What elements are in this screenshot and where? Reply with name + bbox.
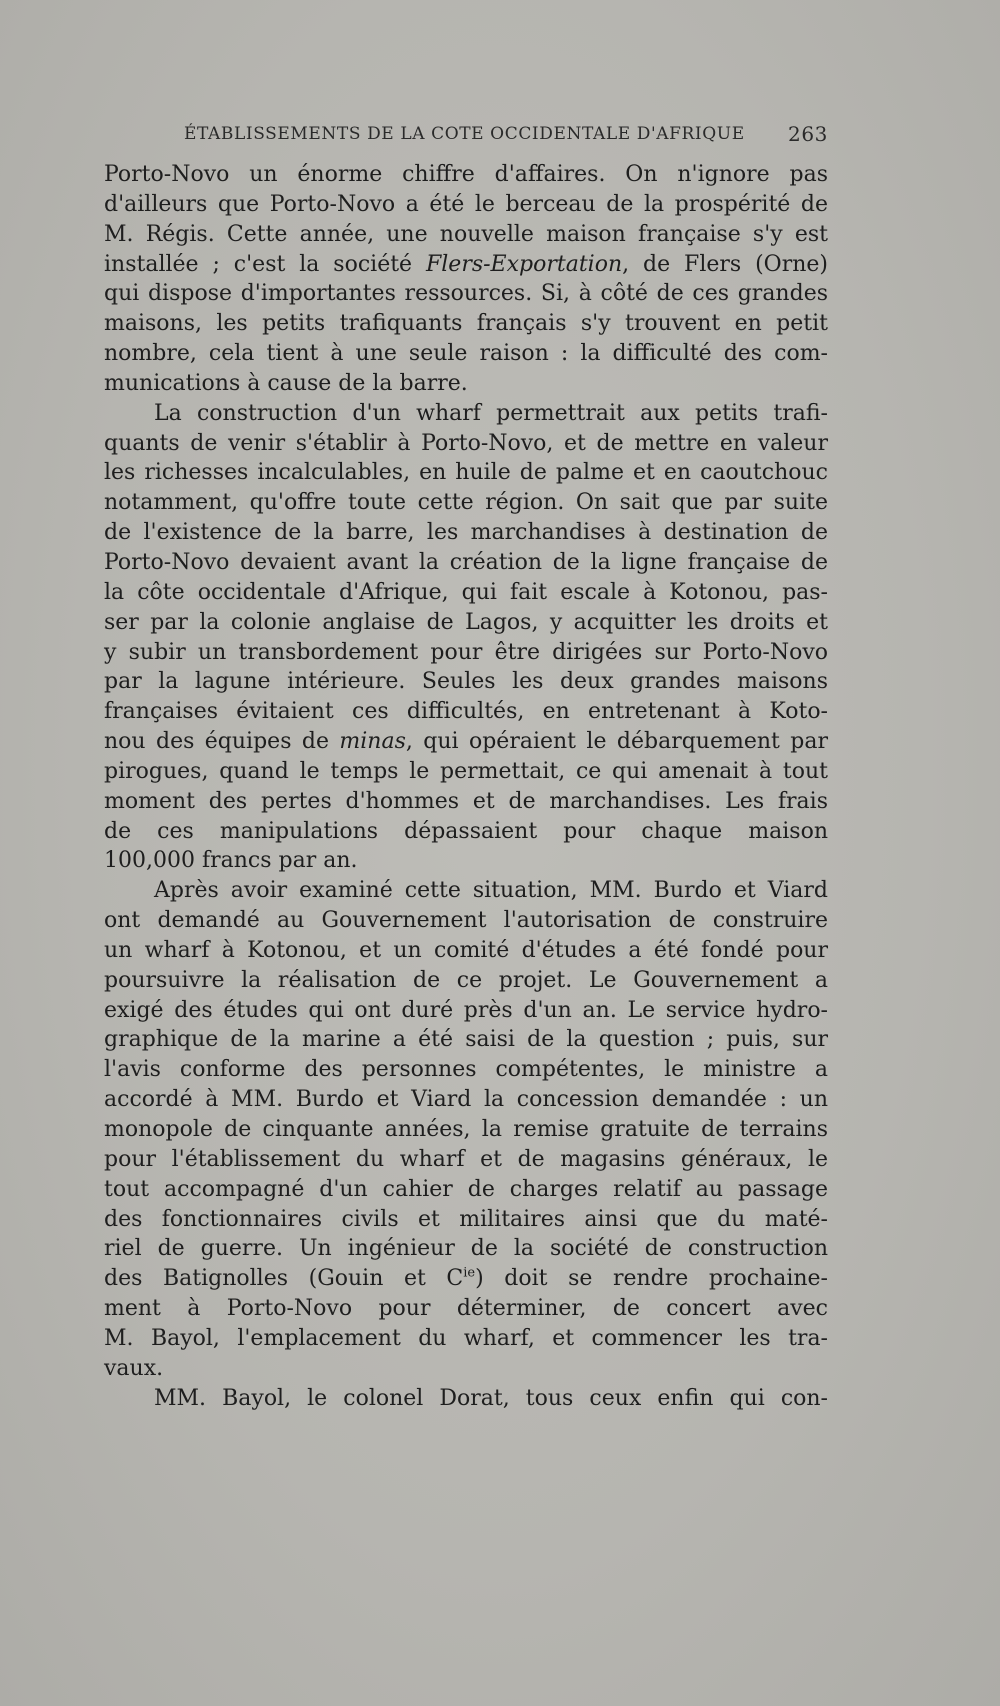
text-line-with-italic: nou des équipes de minas, qui opéraient le débarquement par: [104, 729, 828, 755]
text-line: par la lagune intérieure. Seules les deux grandes maisons: [104, 669, 828, 695]
superscript-abbrev: ie: [463, 1265, 476, 1281]
text-line: poursuivre la réalisation de ce projet. Le Gouvernement a: [104, 967, 828, 993]
text-line: ment à Porto-Novo pour déterminer, de concert avec: [104, 1296, 828, 1322]
paragraph-4: [104, 1384, 828, 1414]
text-line: La construction d'un wharf permettrait aux petits trafi-: [154, 400, 828, 426]
text-line: munications à cause de la barre.: [104, 370, 468, 396]
text-line: nombre, cela tient à une seule raison : la difficulté des com-: [104, 341, 828, 367]
text-line: qui dispose d'importantes ressources. Si, à côté de ces grandes: [104, 281, 828, 307]
text-line: 100,000 francs par an.: [104, 848, 358, 874]
text-line: M. Bayol, l'emplacement du wharf, et commencer les tra-: [104, 1325, 828, 1351]
text-line: vaux.: [104, 1355, 164, 1381]
text-line: pour l'établissement du wharf et de magasins généraux, le: [104, 1146, 828, 1172]
text-line: moment des pertes d'hommes et de marchandises. Les frais: [104, 788, 828, 814]
text-line: riel de guerre. Un ingénieur de la société de construction: [104, 1236, 828, 1262]
text-line: les richesses incalculables, en huile de palme et en caoutchouc: [104, 460, 828, 486]
paragraph-3: [104, 876, 828, 1383]
text-line: d'ailleurs que Porto-Novo a été le berceau de la prospérité de: [104, 191, 828, 217]
text-line: accordé à MM. Burdo et Viard la concession demandée : un: [104, 1087, 828, 1113]
text-line: MM. Bayol, le colonel Dorat, tous ceux enfin qui con-: [154, 1385, 828, 1411]
text-line: de ces manipulations dépassaient pour chaque maison: [104, 818, 828, 844]
text-line: des fonctionnaires civils et militaires ainsi que du maté-: [104, 1206, 828, 1232]
running-title: ÉTABLISSEMENTS DE LA COTE OCCIDENTALE D'AFRIQUE: [184, 124, 745, 144]
text-line: ser par la colonie anglaise de Lagos, y acquitter les droits et: [104, 609, 828, 635]
page-number: 263: [788, 122, 828, 146]
text-line: Porto-Novo devaient avant la création de la ligne française de: [104, 549, 828, 575]
text-line: l'avis conforme des personnes compétentes, le ministre a: [104, 1057, 828, 1083]
text-line: un wharf à Kotonou, et un comité d'études a été fondé pour: [104, 937, 828, 963]
paragraph-2: [104, 399, 828, 877]
body-text: [104, 160, 828, 1413]
text-line: exigé des études qui ont duré près d'un an. Le service hydro-: [104, 997, 828, 1023]
text-line: de l'existence de la barre, les marchandises à destination de: [104, 520, 828, 546]
paragraph-1: [104, 160, 828, 399]
text-line: tout accompagné d'un cahier de charges relatif au passage: [104, 1176, 828, 1202]
text-line: notamment, qu'offre toute cette région. On sait que par suite: [104, 490, 828, 516]
text-line: la côte occidentale d'Afrique, qui fait escale à Kotonou, pas-: [104, 579, 828, 605]
running-head: [104, 124, 828, 152]
italic-term: minas: [339, 729, 406, 755]
text-line: françaises évitaient ces difficultés, en entretenant à Koto-: [104, 699, 828, 725]
text-line: Porto-Novo un énorme chiffre d'affaires. On n'ignore pas: [104, 162, 828, 187]
text-line: ont demandé au Gouvernement l'autorisation de construire: [104, 908, 828, 934]
text-line: pirogues, quand le temps le permettait, ce qui amenait à tout: [104, 758, 828, 784]
text-line: monopole de cinquante années, la remise gratuite de terrains: [104, 1117, 828, 1142]
text-line: quants de venir s'établir à Porto-Novo, et de mettre en valeur: [104, 430, 828, 456]
text-line: graphique de la marine a été saisi de la question ; puis, sur: [104, 1027, 828, 1053]
italic-term: Flers-Exportation: [426, 251, 623, 277]
text-line-with-italic: installée ; c'est la société Flers-Exportation, de Flers (Orne): [104, 251, 828, 277]
text-line-with-superscript: des Batignolles (Gouin et $C^{ie}$) doit se rendre prochaine-: [104, 1265, 828, 1292]
text-line: maisons, les petits trafiquants français s'y trouvent en petit: [104, 311, 828, 337]
text-line: Après avoir examiné cette situation, MM. Burdo et Viard: [154, 878, 828, 904]
text-line: M. Régis. Cette année, une nouvelle maison française s'y est: [104, 221, 828, 247]
text-line: y subir un transbordement pour être dirigées sur Porto-Novo: [104, 639, 828, 665]
